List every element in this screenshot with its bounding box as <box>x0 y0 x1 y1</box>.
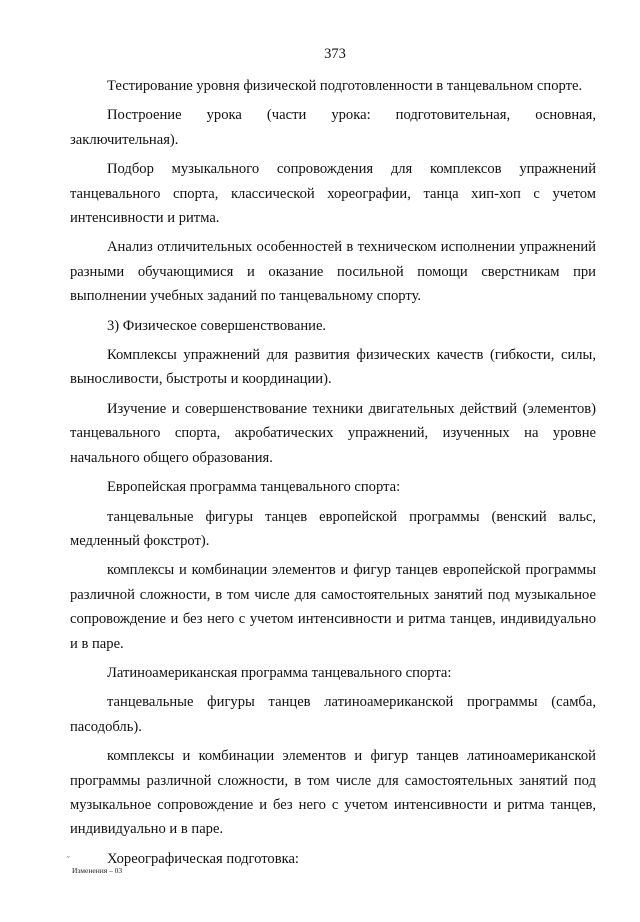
paragraph: Анализ отличительных особенностей в техническом исполнении упражнений разными обучающимися и оказание посильной помощи сверстникам при выполнении учебных заданий по танцевальному спорту. <box>70 239 596 305</box>
paragraph: Построение урока (части урока: подготовительная, основная, заключительная). <box>70 107 596 148</box>
paragraph: комплексы и комбинации элементов и фигур танцев латиноамериканской программы различной сложности, в том числе для самостоятельных занятий под музыкальное сопровождение и без него с учетом интенсивности и ритма танцев, индивидуально и в паре. <box>70 748 596 838</box>
paragraph: Европейская программа танцевального спорта: <box>107 479 401 496</box>
paragraph: Латиноамериканская программа танцевального спорта: <box>107 664 452 681</box>
paragraph: Комплексы упражнений для развития физических качеств (гибкости, силы, выносливости, быстроты и координации). <box>70 347 596 388</box>
paragraph: 3) Физическое совершенствование. <box>107 317 327 334</box>
paragraph: Подбор музыкального сопровождения для комплексов упражнений танцевального спорта, классической хореографии, танца хип-хоп с учетом интенсивности и ритма. <box>70 161 596 227</box>
scan-mark: ˇ <box>67 855 70 864</box>
paragraph: комплексы и комбинации элементов и фигур танцев европейской программы различной сложности, в том числе для самостоятельных занятий под музыкальное сопровождение и без него с учетом интенсивности и ритма танцев, индивидуально и в паре. <box>70 562 596 652</box>
paragraph: танцевальные фигуры танцев европейской программы (венский вальс, медленный фокстрот). <box>70 508 596 549</box>
page-number: 373 <box>324 46 346 62</box>
document-body <box>70 74 596 876</box>
footer-revision-note: Изменения – 03 <box>72 866 123 875</box>
paragraph: Тестирование уровня физической подготовленности в танцевальном спорте. <box>107 78 583 94</box>
paragraph: Изучение и совершенствование техники двигательных действий (элементов) танцевального спорта, акробатических упражнений, изученных на уровне начального общего образования. <box>70 400 596 466</box>
paragraph: Хореографическая подготовка: <box>107 850 299 867</box>
paragraph: танцевальные фигуры танцев латиноамериканской программы (самба, пасодобль). <box>70 694 596 735</box>
